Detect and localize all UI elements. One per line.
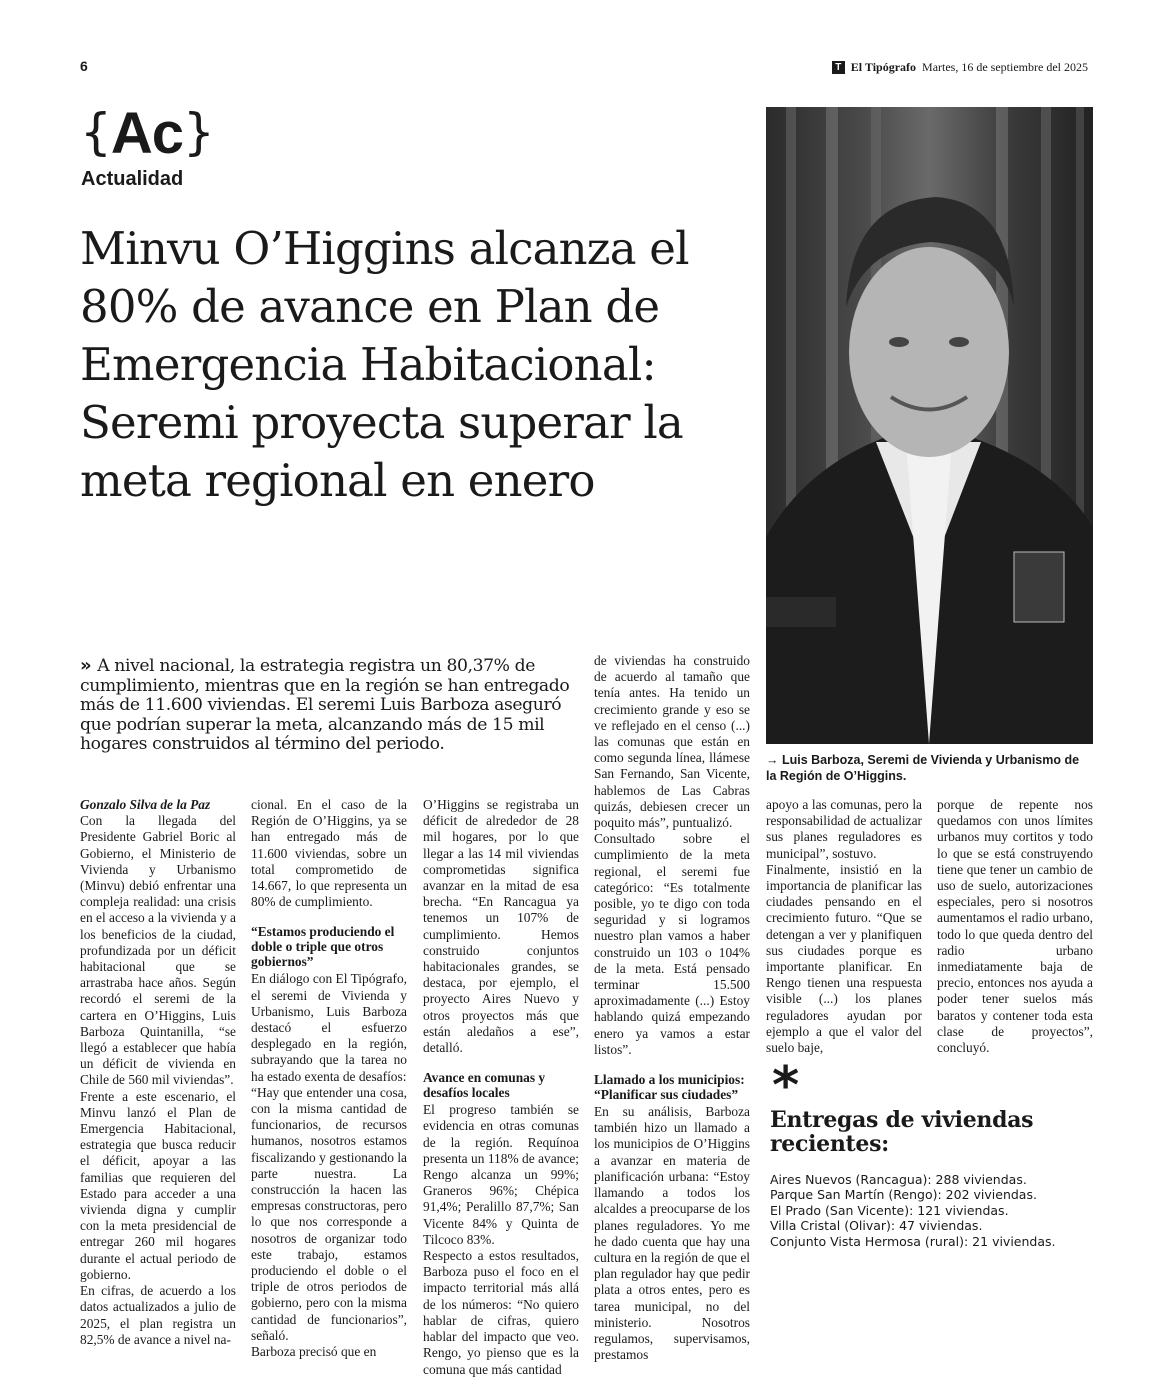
headline: Minvu O’Higgins alcanza el 80% de avance en Plan de Emergencia Habitacional: Seremi proyecta superar la meta regional en enero xyxy=(80,222,689,507)
article-column-2 xyxy=(251,797,407,1360)
paragraph: Respecto a estos resultados, Barboza puso el foco en el impacto territorial más allá de los números: “No quiero hablar de cifras, quiero hablar del impacto que veo. Rengo, yo pienso que es la comuna que más cantidad xyxy=(423,1248,579,1377)
paragraph: El progreso también se evidencia en otras comunas de la región. Requínoa presenta un 118% de avance; Rengo alcanza un 99%; Graneros 96%; Chépica 91,4%; Peralillo 87,7%; San Vicente 84% y Quinta de Tilcoco 83%. xyxy=(423,1102,579,1247)
paragraph: En diálogo con El Tipógrafo, el seremi de Vivienda y Urbanismo, Luis Barboza destacó el esfuerzo desplegado en la región, subrayando que la tarea no ha estado exenta de desafíos: xyxy=(251,971,407,1084)
paragraph: En su análisis, Barboza también hizo un llamado a los municipios de O’Higgins a avanzar en materia de planificación urbana: “Estoy llamando a todos los alcaldes a preocuparse de los planes reguladores. Yo me he dado cuenta que hay una cultura en la región de que el plan regulador hay que pedir plata a otros entes, pero es tarea municipal, no del ministerio. Nosotros regulamos, supervisamos, prestamos xyxy=(594,1104,750,1363)
section-mark: {Ac} xyxy=(80,101,214,166)
publication-name: El Tipógrafo xyxy=(850,60,917,74)
subheading: Llamado a los municipios: “Planificar sus ciudades” xyxy=(594,1072,745,1103)
paragraph: apoyo a las comunas, pero la responsabilidad de actualizar sus planes reguladores es municipal”, sostuvo. xyxy=(766,797,922,861)
lead-paragraph xyxy=(80,656,580,755)
masthead xyxy=(832,60,1088,75)
subheading: Avance en comunas y desafíos locales xyxy=(423,1070,546,1101)
byline: Gonzalo Silva de la Paz xyxy=(80,797,211,812)
paragraph: porque de repente nos quedamos con unos límites urbanos muy cortitos y todo lo que se está construyendo tiene que tener un cambio de uso de suelo, autorizaciones especiales, pero si nosotros aumentamos el radio urbano, todo lo que queda dentro del radio urbano inmediatamente baja de precio, entonces nos ayuda a poder tener suelos más baratos y contener toda esta clase de proyectos”, concluyó. xyxy=(937,797,1093,1056)
list-item: Parque San Martín (Rengo): 202 viviendas. xyxy=(770,1187,1037,1203)
paragraph: Barboza precisó que en xyxy=(251,1344,377,1360)
article-column-4 xyxy=(594,653,750,1363)
paragraph: de viviendas ha construido de acuerdo al tamaño que tenía antes. Ha tenido un crecimiento grande y eso se ve reflejado en el censo (...) las comunas que están en como segunda línea, llámese San Fernando, San Vicente, hablemos de Las Cabras quizás, debiesen crecer un poquito más”, puntualizó. xyxy=(594,653,750,831)
article-column-6 xyxy=(937,797,1093,1056)
paragraph: Frente a este escenario, el Minvu lanzó el Plan de Emergencia Habitacional, estrategia que busca reducir el déficit, apoyar a las familias que requieren del Estado para acceder a una vivienda digna y cumplir con la meta presidencial de entregar 260 mil hogares durante el actual periodo de gobierno. xyxy=(80,1088,236,1282)
lead-text: A nivel nacional, la estrategia registra un 80,37% de cumplimiento, mientras que en la región se han entregado más de 11.600 viviendas. El seremi Luis Barboza aseguró que podrían superar la meta, alcanzando más de 15 mil hogares construidos al término del periodo. xyxy=(80,656,570,754)
box-title: Entregas de viviendas recientes: xyxy=(770,1107,1034,1157)
caption-text: Luis Barboza, Seremi de Vivienda y Urbanismo de la Región de O’Higgins. xyxy=(766,753,1080,783)
article-column-3 xyxy=(423,797,579,1378)
paragraph: O’Higgins se registraba un déficit de alrededor de 28 mil hogares, por lo que llegar a las 14 mil viviendas comprometidas significa avanzar en la mitad de esa brecha. “En Rancagua ya tenemos un 107% de cumplimiento. Hemos construido conjuntos habitacionales grandes, se destaca, por ejemplo, el proyecto Aires Nuevo y otros proyectos más que están aledaños a ese”, detalló. xyxy=(423,797,579,1056)
paragraph: Consultado sobre el cumplimiento de la meta regional, el seremi fue categórico: “Es totalmente posible, yo te digo con toda seguridad y si logramos nuestro plan vamos a haber construido un 103 o 104% de la meta. Está pensado terminar 15.500 aproximadamente (...) Estoy hablando quizá empezando enero ya vamos a estar listos”. xyxy=(594,831,750,1057)
list-item: Conjunto Vista Hermosa (rural): 21 viviendas. xyxy=(770,1233,1056,1249)
paragraph: En cifras, de acuerdo a los datos actualizados a julio de 2025, el plan registra un 82,5% de avance a nivel na- xyxy=(80,1283,236,1347)
article-column-5 xyxy=(766,797,922,1056)
subheading: “Estamos produciendo el doble o triple que otros gobiernos” xyxy=(251,924,395,970)
paragraph: “Hay que entender una cosa, con la misma cantidad de funcionarios, de recursos humanos, nosotros estamos fiscalizando y gestionando la parte nuestra. La construcción la hacen las empresas constructoras, pero lo que nos corresponde a nosotros de organizar todo este trabajo, estamos produciendo el doble o el triple de otros periodos de gobierno, pero con la misma cantidad de funcionarios”, señaló. xyxy=(251,1084,407,1343)
list-item: Villa Cristal (Olivar): 47 viviendas. xyxy=(770,1218,983,1234)
deliveries-list xyxy=(770,1172,1056,1249)
section-abbrev: Ac xyxy=(110,101,183,166)
section-label: Actualidad xyxy=(81,168,184,190)
lead-marker-icon: » xyxy=(80,655,92,676)
portrait-photo xyxy=(766,107,1093,744)
paragraph: Con la llegada del Presidente Gabriel Boric al Gobierno, el Ministerio de Vivienda y Urbanismo (Minvu) debió enfrentar una compleja realidad: una crisis en el acceso a la vivienda y a los beneficios de la ciudad, profundizada por un déficit habitacional que se arrastraba hace años. Según recordó el seremi de la cartera en O’Higgins, Luis Barboza Quintanilla, “se llegó a establecer que había un déficit de vivienda en Chile de 560 mil viviendas”. xyxy=(80,813,236,1088)
publication-logo-icon: T xyxy=(832,61,845,74)
page-number: 6 xyxy=(80,58,88,74)
list-item: El Prado (San Vicente): 121 viviendas. xyxy=(770,1202,1009,1218)
photo-caption xyxy=(766,752,1092,784)
article-column-1 xyxy=(80,797,236,1348)
paragraph: Finalmente, insistió en la importancia de planificar las ciudades pensando en el crecimiento futuro. “Que se detengan a ver y planifiquen sus ciudades porque es importante planificar. En Rengo tienen una respuesta visible (...) los planes reguladores ayudan por ejemplo a que el valor del suelo baje, xyxy=(766,861,922,1056)
portrait-illustration xyxy=(766,107,1093,744)
asterisk-icon: * xyxy=(772,1056,800,1116)
caption-arrow-icon: → xyxy=(766,753,779,767)
paragraph: cional. En el caso de la Región de O’Higgins, ya se han entregado más de 11.600 viviendas, sobre un total comprometido de 14.667, lo que representa un 80% de cumplimiento. xyxy=(251,797,407,910)
publication-date: Martes, 16 de septiembre del 2025 xyxy=(922,60,1088,74)
list-item: Aires Nuevos (Rancagua): 288 viviendas. xyxy=(770,1172,1027,1187)
